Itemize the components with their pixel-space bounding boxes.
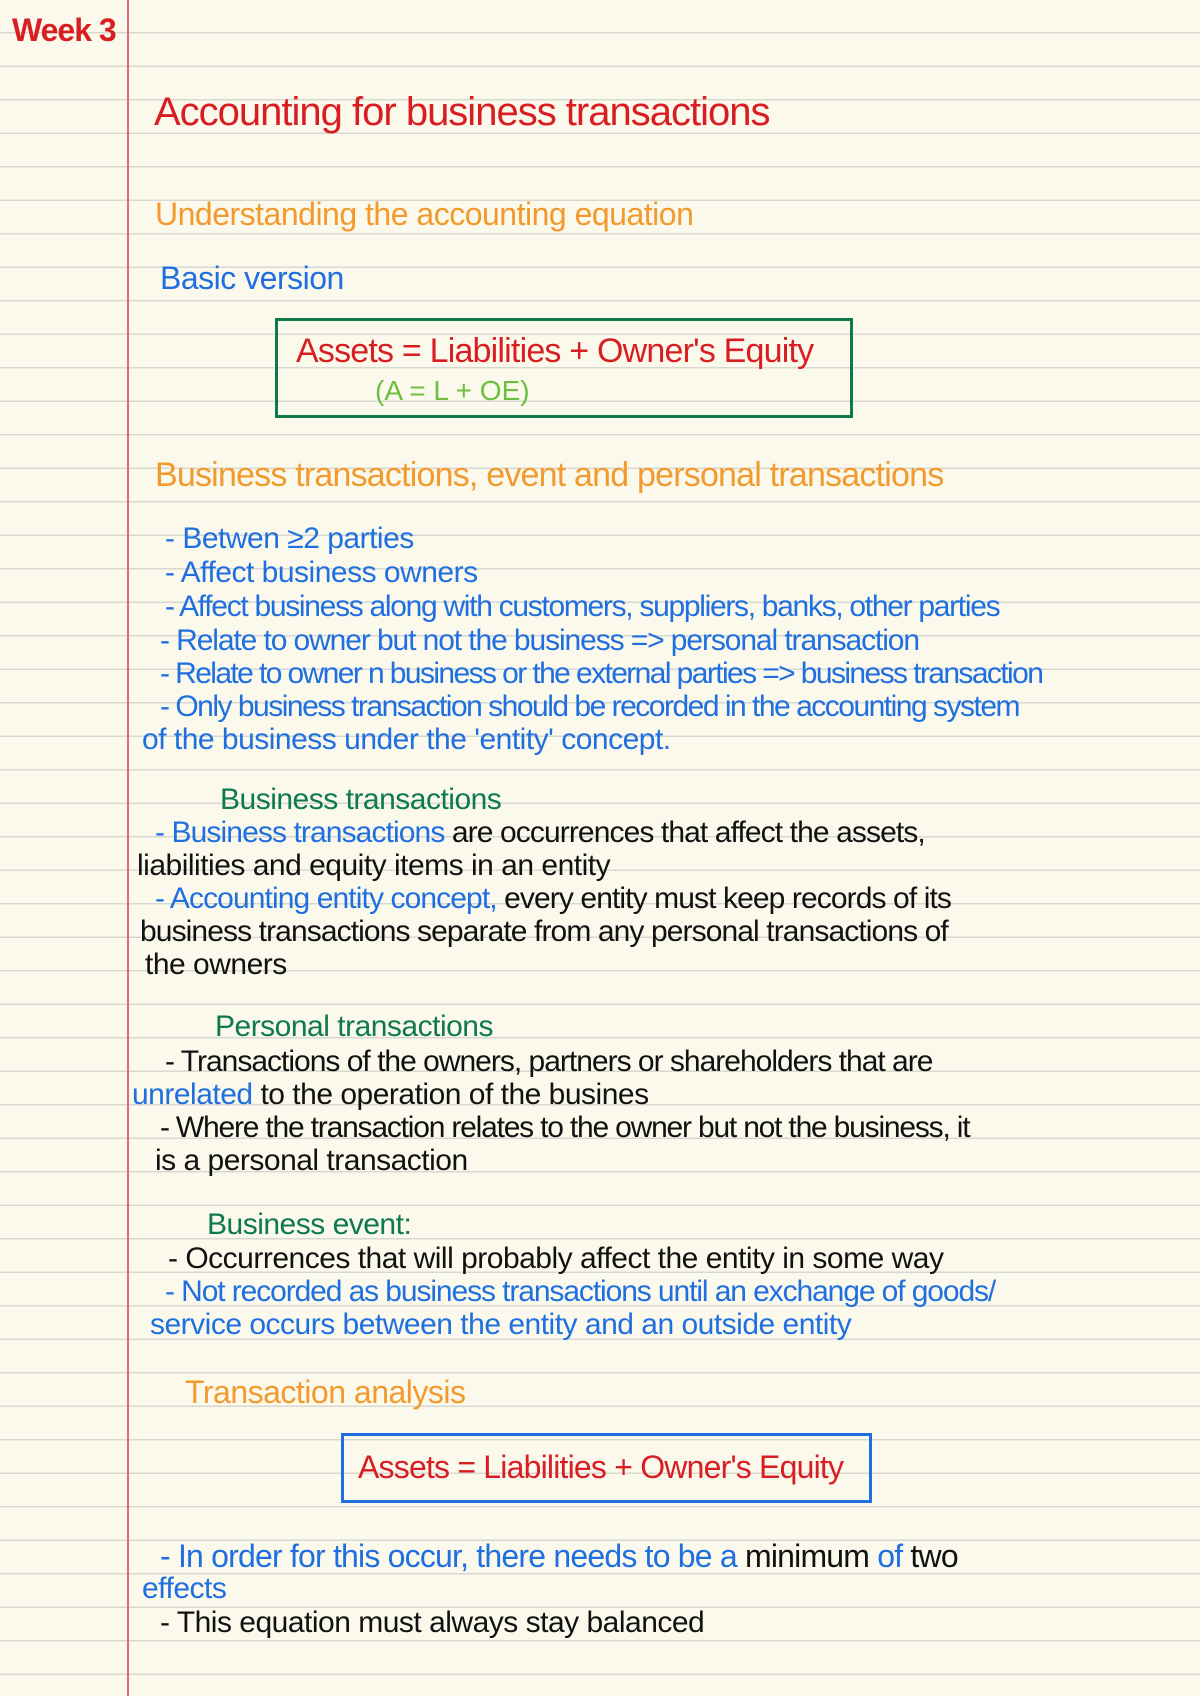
equation-short: (A = L + OE) xyxy=(375,375,530,406)
bullet-affect-owners: - Affect business owners xyxy=(165,556,478,589)
bullet-between-parties: - Betwen ≥2 parties xyxy=(165,522,414,555)
personal-transactions-p2-line2: is a personal transaction xyxy=(155,1144,468,1177)
analysis-bullet-1-line2: effects xyxy=(142,1572,227,1605)
business-transactions-p2 xyxy=(155,884,951,914)
bullet-only-business-cont: of the business under the 'entity' concept. xyxy=(142,723,671,756)
heading-personal-transactions: Personal transactions xyxy=(215,1010,493,1043)
section-heading-types: Business transactions, event and personal transactions xyxy=(155,456,944,494)
business-transactions-p2-line2: business transactions separate from any personal transactions of xyxy=(140,915,948,948)
analysis-bullet-2: - This equation must always stay balanced xyxy=(160,1606,705,1639)
term-entity-concept: - Accounting entity concept, xyxy=(155,882,497,915)
bullet-business: - Relate to owner n business or the external parties => business transaction xyxy=(160,657,1043,690)
term-business-transactions: - Business transactions xyxy=(155,816,445,849)
heading-business-event: Business event: xyxy=(207,1208,412,1241)
text-of: of xyxy=(869,1538,903,1574)
bullet-affect-business: - Affect business along with customers, suppliers, banks, other parties xyxy=(165,590,1000,623)
business-event-p2: - Not recorded as business transactions until an exchange of goods/ xyxy=(165,1275,996,1308)
personal-transactions-p1-line2 xyxy=(132,1080,649,1110)
text-in-order: - In order for this occur, there needs to be a xyxy=(160,1538,737,1574)
week-label: Week 3 xyxy=(12,12,116,48)
personal-transactions-p2: - Where the transaction relates to the owner but not the business, it xyxy=(160,1111,970,1144)
bullet-personal: - Relate to owner but not the business => personal transaction xyxy=(160,624,919,657)
text-every-entity: every entity must keep records of its xyxy=(496,882,952,915)
page-title: Accounting for business transactions xyxy=(154,90,770,134)
business-transactions-p1-line2: liabilities and equity items in an entity xyxy=(137,849,611,882)
term-unrelated: unrelated xyxy=(132,1078,253,1111)
section-heading-equation: Understanding the accounting equation xyxy=(155,196,694,232)
analysis-equation-text: Assets = Liabilities + Owner's Equity xyxy=(358,1449,844,1485)
business-event-p1: - Occurrences that will probably affect the entity in some way xyxy=(168,1242,944,1275)
text-operation: to the operation of the busines xyxy=(252,1078,649,1111)
bullet-only-business: - Only business transaction should be recorded in the accounting system xyxy=(160,690,1020,723)
business-transactions-p2-line3: the owners xyxy=(145,948,287,981)
business-event-p2-line2: service occurs between the entity and an outside entity xyxy=(150,1308,852,1341)
business-transactions-p1 xyxy=(155,818,925,848)
subheading-basic-version: Basic version xyxy=(160,260,344,296)
text-minimum: minimum xyxy=(736,1538,870,1574)
text-two: two xyxy=(902,1538,958,1574)
equation-text: Assets = Liabilities + Owner's Equity xyxy=(296,332,814,370)
heading-transaction-analysis: Transaction analysis xyxy=(185,1374,466,1410)
text-occurrences: are occurrences that affect the assets, xyxy=(444,816,925,849)
margin-line xyxy=(127,0,129,1696)
heading-business-transactions: Business transactions xyxy=(220,783,502,816)
analysis-bullet-1 xyxy=(160,1540,958,1572)
personal-transactions-p1: - Transactions of the owners, partners or shareholders that are xyxy=(165,1045,933,1078)
